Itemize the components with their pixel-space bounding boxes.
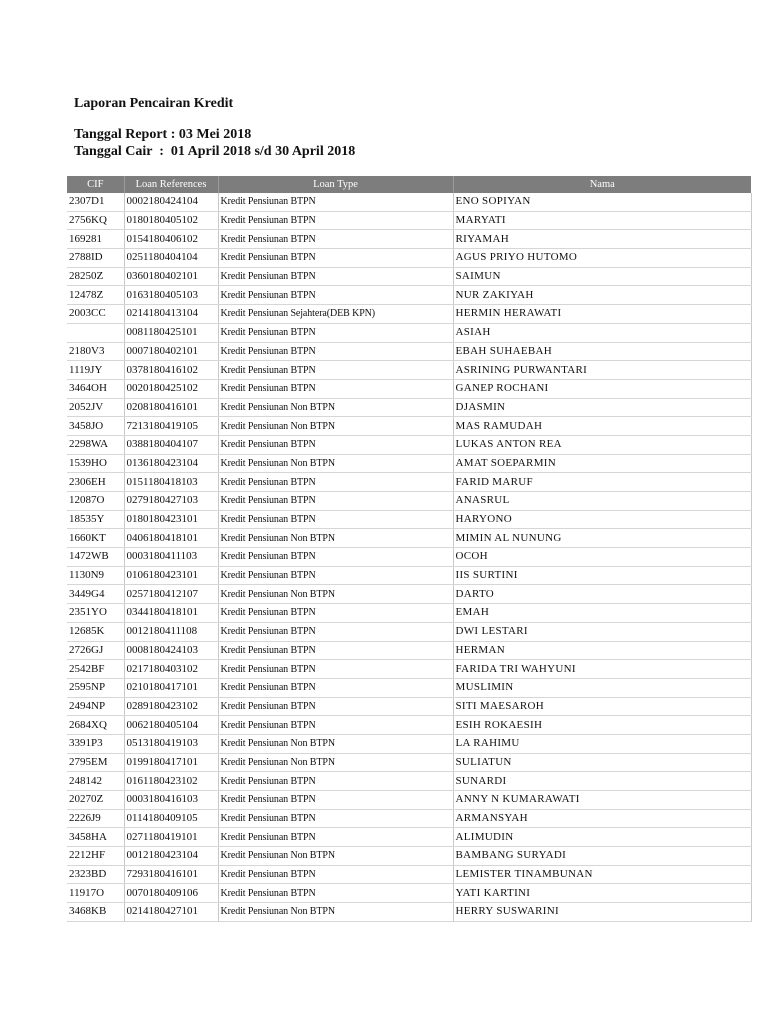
- loan-reference-cell: 0214180427101: [124, 903, 218, 922]
- cif-cell: 18535Y: [67, 510, 124, 529]
- table-row: [67, 454, 751, 473]
- table-row: [67, 622, 751, 641]
- cif-cell: 2351YO: [67, 604, 124, 623]
- tanggal-cair: Tanggal Cair : 01 April 2018 s/d 30 April 2018: [74, 144, 356, 159]
- cif-cell: 3391P3: [67, 734, 124, 753]
- cif-cell: 28250Z: [67, 267, 124, 286]
- cif-cell: 12087O: [67, 492, 124, 511]
- loan-type-cell: Kredit Pensiunan BTPN: [218, 473, 453, 492]
- loan-reference-cell: 0002180424104: [124, 193, 218, 211]
- loan-type-cell: Kredit Pensiunan BTPN: [218, 286, 453, 305]
- loan-reference-cell: 0388180404107: [124, 435, 218, 454]
- nama-cell: SAIMUN: [453, 267, 751, 286]
- table-row: [67, 230, 751, 249]
- cif-cell: 2595NP: [67, 678, 124, 697]
- nama-cell: RIYAMAH: [453, 230, 751, 249]
- loan-type-cell: Kredit Pensiunan BTPN: [218, 323, 453, 342]
- table-row: [67, 604, 751, 623]
- loan-type-cell: Kredit Pensiunan BTPN: [218, 548, 453, 567]
- loan-reference-cell: 0151180418103: [124, 473, 218, 492]
- loan-reference-cell: 0114180409105: [124, 809, 218, 828]
- table-row: [67, 548, 751, 567]
- nama-cell: HERMAN: [453, 641, 751, 660]
- nama-cell: FARID MARUF: [453, 473, 751, 492]
- loan-reference-cell: 0161180423102: [124, 772, 218, 791]
- loan-reference-cell: 0081180425101: [124, 323, 218, 342]
- table-row: [67, 734, 751, 753]
- loan-reference-cell: 0279180427103: [124, 492, 218, 511]
- table-row: [67, 660, 751, 679]
- nama-cell: SUNARDI: [453, 772, 751, 791]
- cif-cell: 1130N9: [67, 566, 124, 585]
- nama-cell: ENO SOPIYAN: [453, 193, 751, 211]
- loan-reference-cell: 0257180412107: [124, 585, 218, 604]
- table-row: [67, 305, 751, 324]
- nama-cell: ESIH ROKAESIH: [453, 716, 751, 735]
- loan-reference-cell: 0008180424103: [124, 641, 218, 660]
- nama-cell: GANEP ROCHANI: [453, 379, 751, 398]
- loan-reference-cell: 0199180417101: [124, 753, 218, 772]
- nama-cell: SITI MAESAROH: [453, 697, 751, 716]
- table-row: [67, 847, 751, 866]
- column-header-loan-references: Loan References: [124, 176, 218, 193]
- loan-type-cell: Kredit Pensiunan BTPN: [218, 791, 453, 810]
- nama-cell: SULIATUN: [453, 753, 751, 772]
- loan-reference-cell: 0020180425102: [124, 379, 218, 398]
- cif-cell: 20270Z: [67, 791, 124, 810]
- cif-cell: 2323BD: [67, 865, 124, 884]
- loan-type-cell: Kredit Pensiunan BTPN: [218, 716, 453, 735]
- loan-reference-cell: 0208180416101: [124, 398, 218, 417]
- report-meta: [74, 126, 355, 160]
- nama-cell: DWI LESTARI: [453, 622, 751, 641]
- nama-cell: ANASRUL: [453, 492, 751, 511]
- cif-cell: 1472WB: [67, 548, 124, 567]
- loan-type-cell: Kredit Pensiunan BTPN: [218, 865, 453, 884]
- loan-reference-cell: 0344180418101: [124, 604, 218, 623]
- loan-reference-cell: 0378180416102: [124, 361, 218, 380]
- cif-cell: 2494NP: [67, 697, 124, 716]
- column-header-nama: Nama: [453, 176, 751, 193]
- loan-reference-cell: 0271180419101: [124, 828, 218, 847]
- table-row: [67, 211, 751, 230]
- nama-cell: AGUS PRIYO HUTOMO: [453, 249, 751, 268]
- table-row: [67, 809, 751, 828]
- cif-cell: 2684XQ: [67, 716, 124, 735]
- nama-cell: EMAH: [453, 604, 751, 623]
- loan-type-cell: Kredit Pensiunan BTPN: [218, 660, 453, 679]
- loan-type-cell: Kredit Pensiunan BTPN: [218, 566, 453, 585]
- cif-cell: 12685K: [67, 622, 124, 641]
- loan-type-cell: Kredit Pensiunan BTPN: [218, 828, 453, 847]
- loan-type-cell: Kredit Pensiunan Non BTPN: [218, 417, 453, 436]
- table-row: [67, 379, 751, 398]
- column-header-loan-type: Loan Type: [218, 176, 453, 193]
- loan-type-cell: Kredit Pensiunan Non BTPN: [218, 847, 453, 866]
- nama-cell: ARMANSYAH: [453, 809, 751, 828]
- loan-reference-cell: 0012180411108: [124, 622, 218, 641]
- loan-type-cell: Kredit Pensiunan Non BTPN: [218, 734, 453, 753]
- loan-reference-cell: 0062180405104: [124, 716, 218, 735]
- loan-type-cell: Kredit Pensiunan Non BTPN: [218, 454, 453, 473]
- loan-reference-cell: 0070180409106: [124, 884, 218, 903]
- table-row: [67, 697, 751, 716]
- cif-cell: 2756KQ: [67, 211, 124, 230]
- nama-cell: YATI KARTINI: [453, 884, 751, 903]
- cif-cell: 169281: [67, 230, 124, 249]
- loan-reference-cell: 0136180423104: [124, 454, 218, 473]
- table-row: [67, 529, 751, 548]
- nama-cell: ALIMUDIN: [453, 828, 751, 847]
- cif-cell: 2307D1: [67, 193, 124, 211]
- cif-cell: 2212HF: [67, 847, 124, 866]
- table-row: [67, 286, 751, 305]
- loan-type-cell: Kredit Pensiunan BTPN: [218, 884, 453, 903]
- table-row: [67, 772, 751, 791]
- cif-cell: [67, 323, 124, 342]
- loan-type-cell: Kredit Pensiunan BTPN: [218, 492, 453, 511]
- loan-reference-cell: 0360180402101: [124, 267, 218, 286]
- nama-cell: ASRINING PURWANTARI: [453, 361, 751, 380]
- nama-cell: OCOH: [453, 548, 751, 567]
- table-row: [67, 903, 751, 922]
- table-row: [67, 435, 751, 454]
- loan-type-cell: Kredit Pensiunan BTPN: [218, 342, 453, 361]
- loan-type-cell: Kredit Pensiunan BTPN: [218, 641, 453, 660]
- nama-cell: MUSLIMIN: [453, 678, 751, 697]
- loan-reference-cell: 0106180423101: [124, 566, 218, 585]
- nama-cell: AMAT SOEPARMIN: [453, 454, 751, 473]
- table-row: [67, 791, 751, 810]
- cif-cell: 2306EH: [67, 473, 124, 492]
- nama-cell: ANNY N KUMARAWATI: [453, 791, 751, 810]
- loan-type-cell: Kredit Pensiunan BTPN: [218, 379, 453, 398]
- loan-reference-cell: 0214180413104: [124, 305, 218, 324]
- nama-cell: DARTO: [453, 585, 751, 604]
- table-body: [67, 193, 751, 921]
- nama-cell: MIMIN AL NUNUNG: [453, 529, 751, 548]
- loan-type-cell: Kredit Pensiunan BTPN: [218, 510, 453, 529]
- loan-reference-cell: 0251180404104: [124, 249, 218, 268]
- cif-cell: 11917O: [67, 884, 124, 903]
- loan-type-cell: Kredit Pensiunan BTPN: [218, 604, 453, 623]
- loan-type-cell: Kredit Pensiunan BTPN: [218, 267, 453, 286]
- loan-type-cell: Kredit Pensiunan BTPN: [218, 772, 453, 791]
- loan-reference-cell: 7213180419105: [124, 417, 218, 436]
- loan-type-cell: Kredit Pensiunan BTPN: [218, 193, 453, 211]
- cif-cell: 2180V3: [67, 342, 124, 361]
- table-row: [67, 417, 751, 436]
- nama-cell: LEMISTER TINAMBUNAN: [453, 865, 751, 884]
- cif-cell: 2726GJ: [67, 641, 124, 660]
- loan-reference-cell: 0003180416103: [124, 791, 218, 810]
- table-row: [67, 492, 751, 511]
- loan-reference-cell: 0513180419103: [124, 734, 218, 753]
- nama-cell: EBAH SUHAEBAH: [453, 342, 751, 361]
- cif-cell: 2226J9: [67, 809, 124, 828]
- cif-cell: 2052JV: [67, 398, 124, 417]
- nama-cell: DJASMIN: [453, 398, 751, 417]
- table-row: [67, 510, 751, 529]
- loan-reference-cell: 0154180406102: [124, 230, 218, 249]
- nama-cell: HERRY SUSWARINI: [453, 903, 751, 922]
- loan-reference-cell: 0012180423104: [124, 847, 218, 866]
- tanggal-report: Tanggal Report : 03 Mei 2018: [74, 127, 252, 142]
- nama-cell: BAMBANG SURYADI: [453, 847, 751, 866]
- table-row: [67, 566, 751, 585]
- table-row: [67, 641, 751, 660]
- report-header: [74, 95, 355, 160]
- cif-cell: 248142: [67, 772, 124, 791]
- cif-cell: 2003CC: [67, 305, 124, 324]
- loan-type-cell: Kredit Pensiunan Non BTPN: [218, 753, 453, 772]
- table-row: [67, 716, 751, 735]
- report-title: Laporan Pencairan Kredit: [74, 96, 234, 111]
- loan-type-cell: Kredit Pensiunan BTPN: [218, 809, 453, 828]
- cif-cell: 2542BF: [67, 660, 124, 679]
- cif-cell: 12478Z: [67, 286, 124, 305]
- table-row: [67, 585, 751, 604]
- table-row: [67, 753, 751, 772]
- cif-cell: 2795EM: [67, 753, 124, 772]
- table-header-row: [67, 176, 751, 193]
- table-row: [67, 828, 751, 847]
- loan-type-cell: Kredit Pensiunan Non BTPN: [218, 585, 453, 604]
- nama-cell: HERMIN HERAWATI: [453, 305, 751, 324]
- loan-reference-cell: 0289180423102: [124, 697, 218, 716]
- loan-type-cell: Kredit Pensiunan BTPN: [218, 697, 453, 716]
- table-row: [67, 678, 751, 697]
- cif-cell: 3468KB: [67, 903, 124, 922]
- loan-reference-cell: 0406180418101: [124, 529, 218, 548]
- cif-cell: 2298WA: [67, 435, 124, 454]
- table-row: [67, 361, 751, 380]
- nama-cell: LUKAS ANTON REA: [453, 435, 751, 454]
- loan-reference-cell: 0217180403102: [124, 660, 218, 679]
- loan-reference-cell: 7293180416101: [124, 865, 218, 884]
- table-row: [67, 193, 751, 211]
- loan-type-cell: Kredit Pensiunan Non BTPN: [218, 398, 453, 417]
- table-row: [67, 398, 751, 417]
- loan-type-cell: Kredit Pensiunan Non BTPN: [218, 903, 453, 922]
- table-row: [67, 323, 751, 342]
- nama-cell: MAS RAMUDAH: [453, 417, 751, 436]
- table-row: [67, 342, 751, 361]
- loan-reference-cell: 0180180423101: [124, 510, 218, 529]
- cif-cell: 1119JY: [67, 361, 124, 380]
- loan-disbursement-table: [67, 176, 752, 922]
- loan-type-cell: Kredit Pensiunan BTPN: [218, 678, 453, 697]
- table-row: [67, 267, 751, 286]
- loan-type-cell: Kredit Pensiunan BTPN: [218, 622, 453, 641]
- nama-cell: IIS SURTINI: [453, 566, 751, 585]
- cif-cell: 3449G4: [67, 585, 124, 604]
- nama-cell: NUR ZAKIYAH: [453, 286, 751, 305]
- cif-cell: 1660KT: [67, 529, 124, 548]
- cif-cell: 2788ID: [67, 249, 124, 268]
- nama-cell: MARYATI: [453, 211, 751, 230]
- cif-cell: 3458HA: [67, 828, 124, 847]
- column-header-cif: CIF: [67, 176, 124, 193]
- table-row: [67, 884, 751, 903]
- loan-type-cell: Kredit Pensiunan Sejahtera(DEB KPN): [218, 305, 453, 324]
- loan-type-cell: Kredit Pensiunan BTPN: [218, 249, 453, 268]
- loan-type-cell: Kredit Pensiunan BTPN: [218, 211, 453, 230]
- loan-reference-cell: 0163180405103: [124, 286, 218, 305]
- table-row: [67, 473, 751, 492]
- cif-cell: 3458JO: [67, 417, 124, 436]
- loan-reference-cell: 0210180417101: [124, 678, 218, 697]
- nama-cell: ASIAH: [453, 323, 751, 342]
- loan-reference-cell: 0007180402101: [124, 342, 218, 361]
- loan-type-cell: Kredit Pensiunan Non BTPN: [218, 529, 453, 548]
- loan-type-cell: Kredit Pensiunan BTPN: [218, 435, 453, 454]
- cif-cell: 3464OH: [67, 379, 124, 398]
- table-row: [67, 865, 751, 884]
- loan-type-cell: Kredit Pensiunan BTPN: [218, 361, 453, 380]
- table-row: [67, 249, 751, 268]
- loan-reference-cell: 0003180411103: [124, 548, 218, 567]
- loan-reference-cell: 0180180405102: [124, 211, 218, 230]
- cif-cell: 1539HO: [67, 454, 124, 473]
- nama-cell: HARYONO: [453, 510, 751, 529]
- nama-cell: LA RAHIMU: [453, 734, 751, 753]
- nama-cell: FARIDA TRI WAHYUNI: [453, 660, 751, 679]
- loan-type-cell: Kredit Pensiunan BTPN: [218, 230, 453, 249]
